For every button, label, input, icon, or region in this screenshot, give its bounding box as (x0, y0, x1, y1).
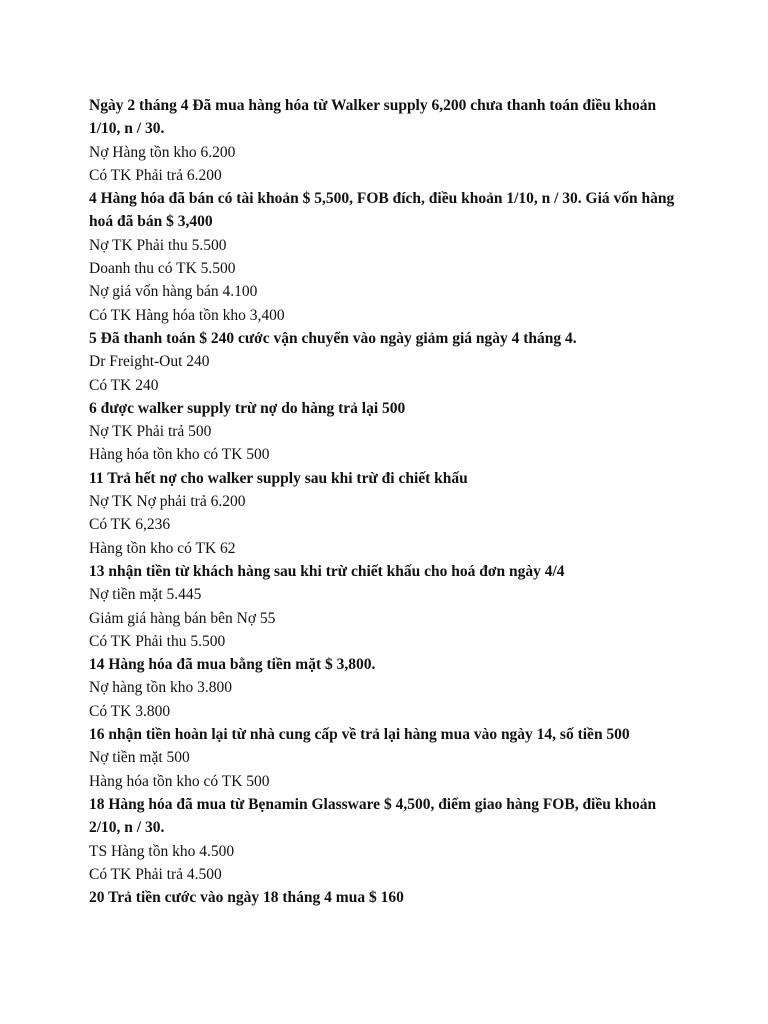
entry-heading: 6 được walker supply trừ nợ do hàng trả lại 500 (89, 399, 406, 417)
entry-heading: 5 Đã thanh toán $ 240 cước vận chuyển vào ngày giảm giá ngày 4 tháng 4. (89, 329, 577, 347)
entry-heading: 20 Trả tiền cước vào ngày 18 tháng 4 mua $ 160 (89, 889, 404, 907)
journal-line: Nợ tiền mặt 5.445 (89, 586, 202, 604)
entry-heading: Ngày 2 tháng 4 Đã mua hàng hóa từ Walker supply 6,200 chưa thanh toán điều khoản 1/10, n / 30. (89, 97, 657, 138)
journal-line: Nợ TK Phải trả 500 (89, 423, 212, 441)
document-body (89, 94, 679, 909)
journal-line: Nợ hàng tồn kho 3.800 (89, 679, 232, 697)
entry-heading: 18 Hàng hóa đã mua từ Bẹnamin Glassware $ 4,500, điểm giao hàng FOB, điều khoản 2/10, n / 30. (89, 795, 657, 837)
journal-line: Có TK 3.800 (89, 702, 171, 720)
journal-line: Có TK Hàng hóa tồn kho 3,400 (89, 306, 285, 324)
journal-line: Nợ tiền mặt 500 (89, 749, 190, 767)
journal-line: Hàng hóa tồn kho có TK 500 (89, 772, 270, 790)
journal-line: Nợ TK Nợ phải trả 6.200 (89, 493, 246, 511)
journal-line: Nợ Hàng tồn kho 6.200 (89, 143, 236, 161)
entry-heading: 16 nhận tiền hoàn lại từ nhà cung cấp về trả lại hàng mua vào ngày 14, số tiền 500 (89, 726, 630, 744)
entry-heading: 13 nhận tiền từ khách hàng sau khi trừ chiết khấu cho hoá đơn ngày 4/4 (89, 562, 565, 580)
journal-line: TS Hàng tồn kho 4.500 (89, 842, 235, 860)
journal-line: Có TK Phải trả 4.500 (89, 865, 222, 883)
journal-line: Hàng tồn kho có TK 62 (89, 539, 236, 557)
journal-line: Doanh thu có TK 5.500 (89, 260, 236, 278)
journal-line: Có TK Phải thu 5.500 (89, 632, 226, 650)
entry-heading: 4 Hàng hóa đã bán có tài khoản $ 5,500, FOB đích, điều khoản 1/10, n / 30. Giá vốn hàng hoá đã bán $ 3,400 (89, 190, 675, 231)
journal-line: Dr Freight-Out 240 (89, 353, 210, 371)
entry-heading: 11 Trả hết nợ cho walker supply sau khi trừ đi chiết khấu (89, 469, 468, 487)
journal-line: Hàng hóa tồn kho có TK 500 (89, 446, 270, 464)
journal-line: Có TK 240 (89, 376, 159, 394)
journal-line: Nợ TK Phải thu 5.500 (89, 236, 227, 254)
journal-line: Giảm giá hàng bán bên Nợ 55 (89, 609, 276, 627)
journal-line: Có TK 6,236 (89, 516, 171, 534)
journal-line: Nợ giá vốn hàng bán 4.100 (89, 283, 258, 301)
entry-heading: 14 Hàng hóa đã mua bằng tiền mặt $ 3,800. (89, 656, 376, 674)
journal-line: Có TK Phải trả 6.200 (89, 166, 222, 184)
